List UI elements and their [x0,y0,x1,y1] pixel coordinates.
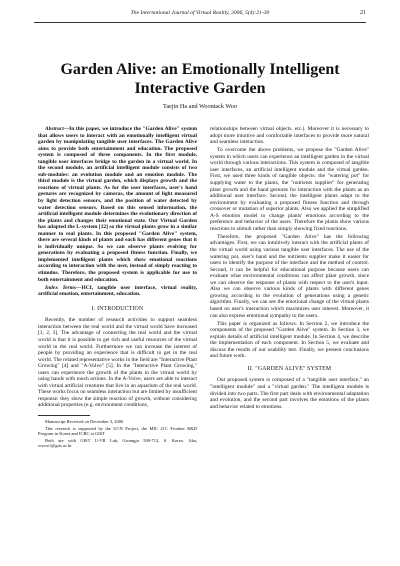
right-column [210,126,369,412]
intro-paragraph-1: Recently, the number of research activities to support seamless interaction between the real world and the virtual world have increased [1, 2, 3]. The advantage of connecting the real world and the virtual world is that it is possible to get rich and useful resources of the virtual world in the real world. Furthermore we can increase the interest of people by providing an experience that is difficult to get in the real world. The related representative works in the field are "Interactive Plant Growing" [4] and "A-Volve" [5]. In the "Interactive Plant Growing," users can experience the growth of the plants in the virtual world by using hands with touch actions. In the A-Volve, users are able to interact with virtual artificial creatures that live in an aquarium of the real world. These works focus on seamless interaction but are limited by insufficient response: they show the simple reaction of growth, without considering additional properties (e.g. environment conditions, [38,317,197,409]
page-number: 21 [360,10,366,16]
abstract-text: —In this paper, we introduce the "Garden Alive" system that allows users to interact with an emotionally intelligent virtual garden by manipulating tangible user interfaces. The Garden Alive aims to provide both entertainment and education. The proposed system is composed of three components. In the first module, tangible user interfaces bridge to the garden in a virtual world. In the second module, an artificial intelligent module consists of two sub-modules: an evolution module and an emotion module. The third module is the virtual garden, which displays growth and the reactions of virtual plants. As for the user interfaces, user's hand gestures are recognized by cameras, the amount of light measured by light detection sensors, and the position of water detected by water detection sensors. Based on this sensed information, the artificial intelligent module determines the evolutionary direction of the plants and changes their emotional state. Our Virtual Garden has adapted the L-system [12] so the virtual plants grow in a similar manner to real plants. In this proposed "Garden Alive" system, there are several kinds of plants and each has different genes that it is individually unique. So we can observe plants evolving for generations by evaluating a proposed fitness function. Finally, we implemented intelligent plants which show emotional reactions according to interaction with the user, instead of simply reacting to stimulus. Therefore, the proposed system is applicable for use to both entertainment and education. [38,126,197,283]
intro-paragraph-3: Therefore, the proposed "Garden Alive" has the following advantages. First, we can intuitively interact with the artificial plants of the virtual world using various tangible user interfaces. The use of the watering pot, user's hand and the nutrients supplier make it easier for users to identify the purpose of the interface and the method of control. Second, it can be helpful for educational purpose because users can evaluate what environmental conditions can affect plant growth, since we can observe the response of plants with respect to the user's input. Also we can observe various kinds of plants with different genes growing according to the evolution of generations using a genetic algorithm. Finally, we can see the emotional change of the virtual plants based on user's interaction which maximizes user interest. Moreover, it can also express emotional sympathy to the users. [210,233,369,319]
footnote-received: Manuscript Received on December 3, 2006 [45,419,124,425]
index-terms-label: Index Terms [45,284,77,291]
intro-paragraph-4: This paper is organized as follows. In Section 2, we introduce the components of the proposed "Garden Alive" system. In Section 3, we explain details of artificial intelligent module. In Section 4, we describe the implementation of each component. In Section 5, we evaluate and discuss the results of our usability test. Finally, we present conclusions and future work. [210,320,369,360]
section-heading-garden-alive: II. "GARDEN ALIVE" SYSTEM [247,365,332,372]
section-heading-introduction: I. INTRODUCTION [91,305,144,312]
index-terms-text: —HCI, tangible user interface, virtual reality, artificial emotion, entertainment, education. [38,284,198,298]
running-header [34,10,366,22]
footnote-funding: This research is supported by the UCN Project, the MIC 21C Frontier R&D Program in Korea and ICRC at GIST [38,425,197,437]
header-rule [34,22,366,23]
journal-citation: The International Journal of Virtual Reality, 2006, 5(4):21-30 [130,10,270,16]
paper-title: Garden Alive: an Emotionally Intelligent Interactive Garden [60,61,340,97]
index-terms [38,285,197,298]
abstract-label: Abstract [45,126,64,132]
footnote-affiliation: Both are with GIST U-VR Lab, Gwangju 500-712, S. Korea. {tha, wwoo}@gist.ac.kr [38,438,197,449]
abstract [38,126,197,283]
intro-paragraph-1-continued: relationships between virtual objects. etc.). Moreover it is necessary to adopt more intuitive and comfortable interfaces to provide more natural and seamless interaction. [210,126,369,146]
system-paragraph-1: Our proposed system is composed of a "tangible user interface," an "intelligent module" and a "virtual garden." The intelligent module is divided into two parts. The first part deals with environmental adaptation and evolution, and the second part involves the emotions of the plants and behavior related to emotions. [210,377,369,410]
authors: Taejin Ha and Woontack Woo [163,103,237,110]
left-column [38,126,197,450]
intro-paragraph-2: To overcome the above problems, we propose the "Garden Alive" system in which users can experience an intelligent garden in the virtual world through various interactions. This system is composed of tangible user interfaces, an artificial intelligent module and the virtual garden. First, we used three kinds of tangible objects: the "watering pot" for supplying water to the plants, the "nutrients supplier" for generating plant growth and the hand gestures for interaction with the plants as an additional user interface. Second, the intelligent plants adapt to the environment by evaluating a proposed fitness function and through crossover or mutation of superior plants. Also we applied the simplified A-S emotion model to change plants' emotions according to the preference and behavior of the users. Therefore the plants show various reactions to stimuli rather than simply showing fixed reactions. [210,147,369,232]
footnote-rule [38,415,90,416]
